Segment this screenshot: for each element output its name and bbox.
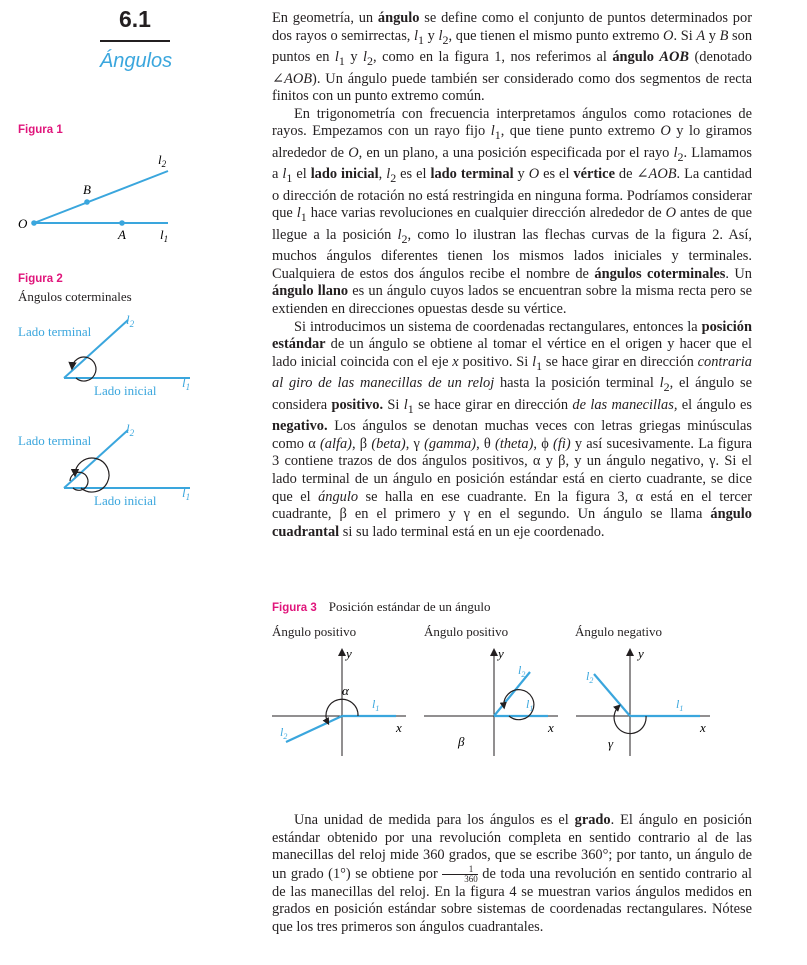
figure2-diagram (10, 308, 210, 518)
section-title: Ángulos (99, 50, 173, 72)
l1-label-beta: $l_1$ (526, 697, 534, 713)
terminal-label-2: Lado terminal (18, 433, 92, 448)
l2-label-alpha: $l_2$ (280, 725, 288, 741)
figure2-label: Figura 2 (18, 273, 63, 285)
figure1-label: Figura 1 (18, 124, 63, 136)
panel-title-3: Ángulo negativo (575, 624, 663, 639)
x-label-1: x (396, 720, 402, 735)
y-label-1: y (346, 646, 352, 661)
figure3-diagrams (268, 640, 768, 760)
x-label-2: x (548, 720, 554, 735)
alpha-label: α (342, 683, 349, 698)
vertex-point (31, 220, 37, 226)
panel-alpha (272, 646, 406, 756)
label-o: O (18, 216, 28, 231)
l1-label-2: $l_1$ (182, 485, 191, 502)
l2-label-beta: $l_2$ (518, 663, 526, 679)
initial-label-1: Lado inicial (94, 383, 157, 398)
label-l2: $l_2$ (158, 152, 167, 169)
point-b (84, 199, 90, 205)
figure1-diagram (10, 140, 190, 250)
l1-label-1: $l_1$ (182, 375, 191, 392)
label-l1: $l_1$ (160, 227, 169, 244)
panel-gamma (576, 646, 710, 756)
x-label-3: x (700, 720, 706, 735)
y-label-3: y (638, 646, 644, 661)
label-a: A (118, 227, 126, 242)
ray-l2 (34, 171, 168, 223)
l2-label-gamma: $l_2$ (586, 669, 594, 685)
terminal-side-gamma (594, 674, 630, 716)
gamma-label: γ (608, 736, 614, 751)
l2-label-1: $l_2$ (126, 312, 135, 329)
paragraph-4: Una unidad de medida para los ángulos es el grado. El ángulo en posición estándar obtenido por una revolución completa en sentido contrario al de las manecillas del reloj mide 360 grados, que se escribe 360°; por tanto, un ángulo de un grado (1°) se obtiene por $\frac{1}{360}$ de toda una revolución en sentido contrario al de las manecillas del reloj. En la figura 4 se muestran varios ángulos medidos en grados en posición estándar sobre sistemas de coordenadas rectangulares. Nótese que los tres primeros son ángulos cuadrantales. (272, 812, 753, 935)
beta-label: β (458, 734, 465, 749)
section-number: 6.1 (119, 6, 151, 32)
l1-label-gamma: $l_1$ (676, 697, 684, 713)
figure3-label: Figura 3 (272, 602, 317, 614)
fraction-denominator: 360 (464, 873, 478, 884)
paragraph-3: Si introducimos un sistema de coordenadas rectangulares, entonces la posición estándar de un ángulo se obtiene al tomar el vértice en el origen y hacer que el lado inicial coincida con el eje x positivo. Si $l_1$ se hace girar en dirección contraria al giro de las manecillas de un reloj hasta la posición terminal $l_2$, el ángulo se considera positivo. Si $l_1$ se hace girar en dirección de las manecillas, el ángulo es negativo. Los ángulos se denotan muchas veces con letras griegas minúsculas como α (alfa), β (beta), γ (gamma), θ (theta), ϕ (fi) y así sucesivamente. La figura 3 contiene trazos de dos ángulos positivos, α y β, y un ángulo negativo, γ. Si el lado terminal de un ángulo en posición estándar está en cierto cuadrante, se dice que el ángulo se halla en ese cuadrante. En la figura 3, α está en el tercer cuadrante, β en el primero y γ en el segundo. Un ángulo se llama ángulo cuadrantal si su lado terminal está en un eje coordenado. (272, 318, 753, 540)
terminal-side-alpha (286, 716, 342, 742)
figure2-caption: Ángulos coterminales (18, 289, 132, 304)
terminal-label-1: Lado terminal (18, 324, 92, 339)
section-rule (100, 40, 170, 42)
panel-title-2: Ángulo positivo (424, 624, 509, 639)
fraction-numerator: 1 (442, 865, 478, 875)
paragraph-1: En geometría, un ángulo se define como el conjunto de puntos determinados por dos rayos o semirrectas, $l_1$ y $l_2$, que tienen el mismo punto extremo O. Si A y B son puntos en $l_1$ y $l_2$, como en la figura 1, nos referimos al ángulo AOB (denotado ∠AOB). Un ángulo puede también ser considerado como dos segmentos de recta finitos con un punto extremo común. (272, 10, 753, 105)
body-text-bottom (272, 812, 752, 937)
y-label-2: y (498, 646, 504, 661)
point-a (119, 220, 125, 226)
initial-label-2: Lado inicial (94, 493, 157, 508)
figure3-caption: Posición estándar de un ángulo (328, 599, 491, 614)
body-text-main (272, 10, 752, 541)
figure3 (272, 598, 490, 616)
panel-title-1: Ángulo positivo (272, 624, 357, 639)
paragraph-2: En trigonometría con frecuencia interpretamos ángulos como rotaciones de rayos. Empezamos con un rayo fijo $l_1$, que tiene punto extremo O y lo giramos alrededor de O, en un plano, a una posición especificada por el rayo $l_2$. Llamamos a $l_1$ el lado inicial, $l_2$ es el lado terminal y O es el vértice de ∠AOB. La cantidad o dirección de rotación no está restringida en ninguna forma. Podríamos considerar que $l_1$ hace varias revoluciones en cualquier dirección alrededor de O antes de que llegue a la posición $l_2$, como lo ilustran las flechas curvas de la figura 2. Así, muchos ángulos diferentes tienen los mismos lados iniciales y terminales. Cualquiera de estos dos ángulos recibe el nombre de ángulos coterminales. Un ángulo llano es un ángulo cuyos lados se encuentran sobre la misma recta pero se extienden en direcciones opuestas desde su vértice. (272, 105, 753, 318)
l1-label-alpha: $l_1$ (372, 697, 380, 713)
panel-beta (424, 646, 558, 756)
l2-label-2: $l_2$ (126, 421, 135, 438)
label-b: B (83, 182, 91, 197)
